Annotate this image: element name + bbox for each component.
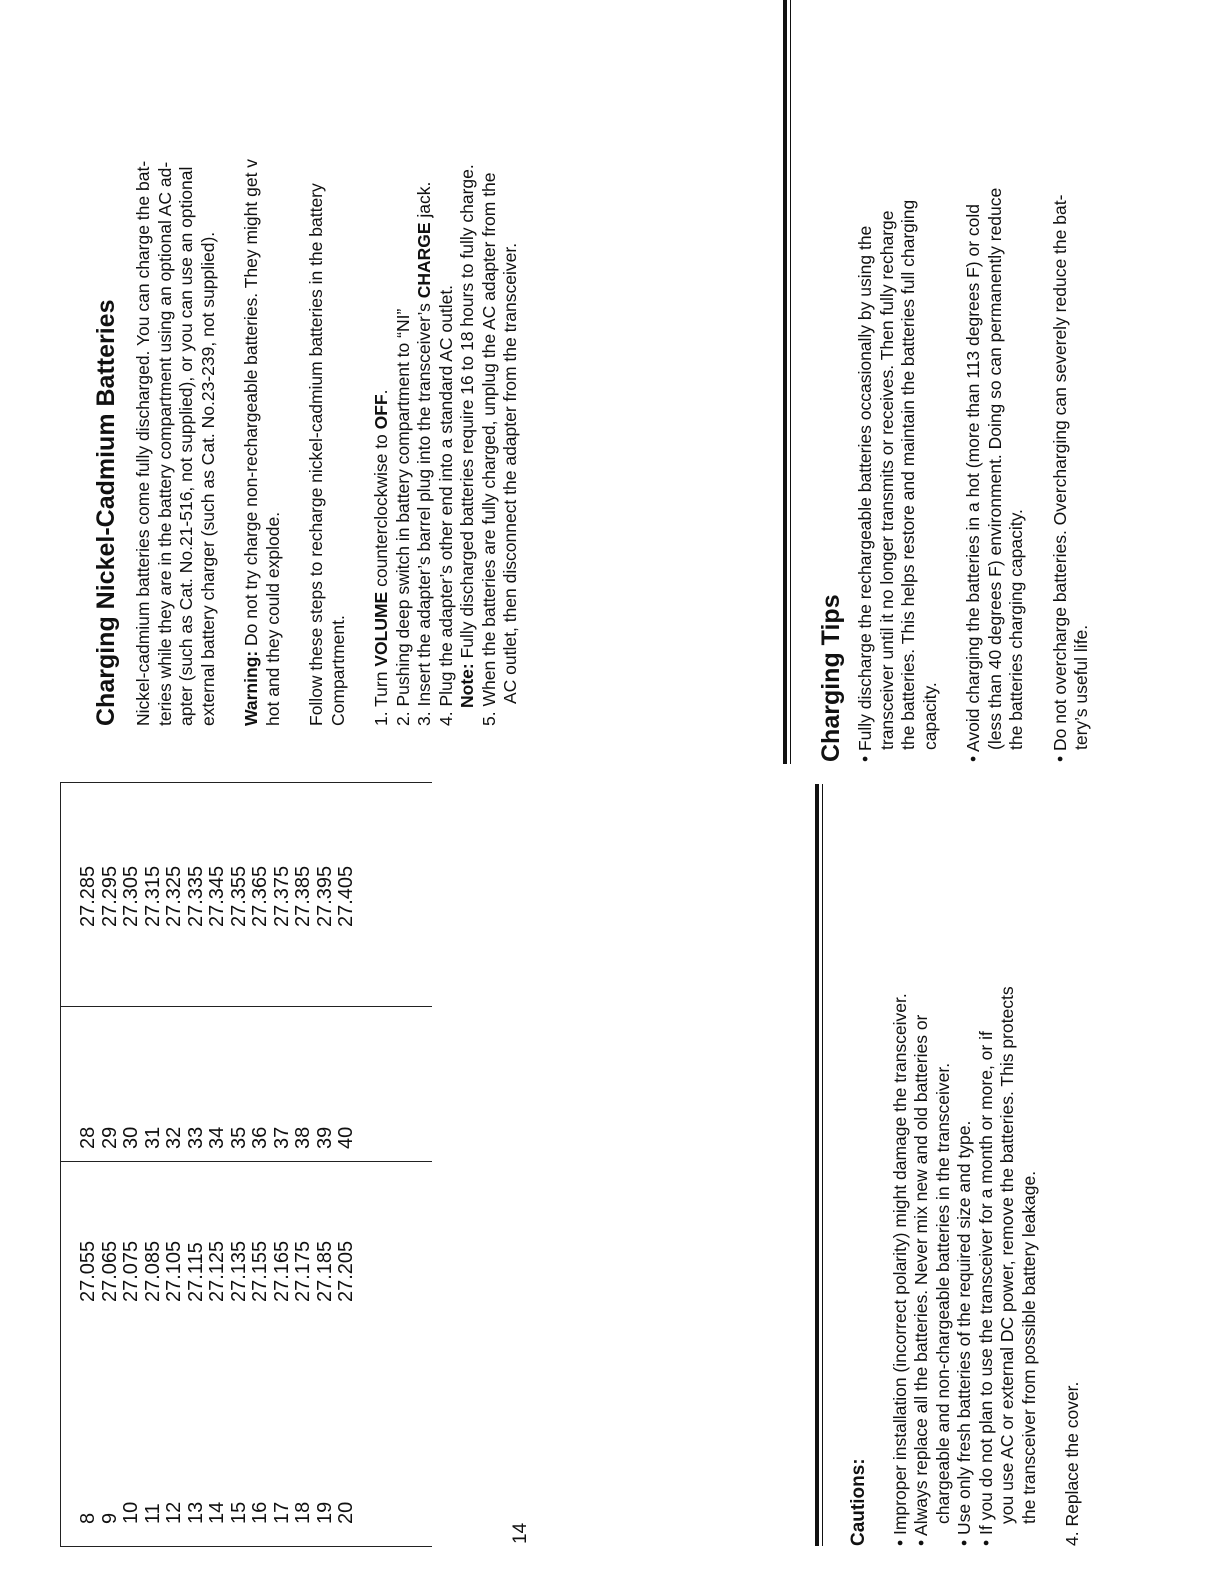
warning-line: hot and they could explode. [262,511,283,726]
frequency-cell: 27.365 [249,865,271,927]
channel-cell: 16 [249,1501,271,1524]
warning-label: Warning: [241,650,261,726]
channel-cell: 34 [206,1126,228,1149]
frequency-cell: 27.065 [98,1240,121,1302]
caution-item: • Use only fresh batteries of the required size and type. [954,1120,974,1546]
note-line [457,0,479,726]
step-text: 3. Insert the adapter’s barrel plug into the transceiver’s [414,298,434,726]
channel-cell: 9 [98,1512,121,1524]
frequency-cell: 27.185 [313,1240,336,1302]
tips-rule-top [783,0,787,764]
note-label: Note: [457,663,477,708]
tip-line-cont: transceiver until it no longer transmits or receives. Then fully recharge [876,210,897,750]
tip-line: • Avoid charging the batteries in a hot (more than 113 degrees F) or cold [963,203,983,762]
step-four: 4. Replace the cover. [1062,1381,1082,1546]
tips-body [855,0,1093,762]
tip-line-cont: capacity. [919,682,940,750]
channel-cell: 28 [77,1126,99,1149]
channel-cell: 40 [335,1126,357,1149]
frequency-cell: 27.175 [292,1240,314,1302]
nicad-para-line: teries while they are in the battery compartment using an optional AC ad- [154,161,175,726]
note-text: Fully discharged batteries require 16 to 18 hours to fully charge. [457,164,477,664]
channel-cell: 19 [313,1501,336,1524]
step-text: counterclockwise to [371,429,391,592]
frequency-cell: 27.395 [313,865,336,927]
channel-cell: 15 [227,1501,250,1524]
channel-cell: 39 [313,1126,336,1149]
left-channel-column [78,1464,358,1524]
frequency-cell: 27.105 [163,1240,185,1302]
warning-line [241,0,263,726]
frequency-cell: 27.315 [141,865,164,927]
step-one [371,0,393,726]
frequency-table [60,783,432,1547]
tip-line: • Fully discharge the rechargeable batteries occasionally by using the [855,225,875,762]
tip-line-cont: (less than 40 degrees F) environment. Doing so can permanently reduce [984,187,1005,750]
channel-cell: 31 [141,1126,164,1149]
step-text: 1. Turn [371,666,391,726]
channel-cell: 11 [141,1503,164,1524]
channel-cell: 12 [163,1501,185,1524]
right-frequency-column [78,807,358,927]
frequency-cell: 27.085 [141,1240,164,1302]
step-five-cont: AC outlet, then disconnect the adapter from the transceiver. [500,242,520,704]
caution-item-cont: the transceiver from possible battery leakage. [1018,1170,1039,1524]
caution-item: • Always replace all the batteries. Never mix new and old batteries or [911,1014,931,1546]
channel-cell: 29 [98,1126,121,1149]
follow-line: Compartment. [327,615,348,726]
frequency-cell: 27.305 [120,865,142,927]
cautions-rule-top [815,784,819,1546]
channel-cell: 8 [77,1512,99,1524]
nicad-para-line: Nickel-cadmium batteries come fully discharged. You can charge the bat- [133,160,153,726]
frequency-cell: 27.335 [184,865,207,927]
step-text: . [371,389,391,395]
channel-cell: 13 [184,1501,207,1524]
frequency-cell: 27.325 [163,865,185,927]
frequency-cell: 27.155 [249,1240,271,1302]
caution-item-cont: you use AC or external DC power, remove the batteries. This protects [997,986,1017,1524]
off-label: OFF [371,394,391,430]
channel-cell: 20 [335,1501,357,1524]
nicad-body [133,0,522,726]
frequency-cell: 27.205 [335,1240,357,1302]
channel-cell: 18 [292,1501,314,1524]
step-three [414,0,436,726]
caution-item-cont: chargeable and non-chargeable batteries in the transceiver. [932,1062,953,1524]
frequency-cell: 27.385 [292,865,314,927]
tip-line-cont: the batteries charging capacity. [1006,509,1026,750]
frequency-cell: 27.345 [206,865,228,927]
step-four-plug: 4. Plug the adapter’s other end into a standard AC outlet. [435,284,456,726]
channel-cell: 32 [163,1126,185,1149]
channel-cell: 14 [206,1501,228,1524]
tip-line: • Do not overcharge batteries. Overcharging can severely reduce the bat- [1049,194,1070,762]
channel-cell: 17 [270,1501,293,1524]
frequency-cell: 27.125 [206,1240,228,1302]
cautions-block [848,746,1084,1546]
channel-cell: 38 [292,1126,314,1149]
tip-line-cont: tery’s useful life. [1071,624,1091,750]
left-frequency-column [78,1182,358,1302]
tips-rule-bottom [790,0,791,764]
channel-cell: 30 [120,1126,142,1149]
step-two: 2. Pushing deep switch in battery compartment to “NI” [392,308,413,726]
channel-cell: 10 [120,1501,142,1524]
cautions-rule-bottom [822,784,823,1546]
channel-cell: 37 [270,1126,293,1149]
caution-item: • Improper installation (incorrect polarity) might damage the transceiver. [889,993,910,1546]
channel-cell: 36 [249,1126,271,1149]
follow-line: Follow these steps to recharge nickel-cadmium batteries in the battery [306,183,326,726]
frequency-cell: 27.115 [184,1242,207,1302]
frequency-cell: 27.055 [77,1240,99,1302]
warning-text: Do not try charge non-rechargeable batteries. They might get v [241,158,261,651]
frequency-cell: 27.375 [270,865,293,927]
nicad-para-line: external battery charger (such as Cat. No.23-239, not supplied). [197,231,218,726]
nicad-para-line: apter (such as Cat. No.21-516, not supplied), or you can use an optional [176,166,196,726]
nicad-title: Charging Nickel-Cadmium Batteries [92,299,120,726]
step-text: jack. [414,181,434,223]
frequency-cell: 27.295 [98,865,121,927]
volume-label: VOLUME [371,591,391,667]
charge-label: CHARGE [414,222,434,299]
tip-line-cont: the batteries. This helps restore and maintain the batteries full charging [898,199,918,750]
frequency-cell: 27.165 [270,1240,293,1302]
cautions-heading: Cautions: [848,1458,869,1546]
frequency-cell: 27.075 [120,1240,142,1302]
frequency-cell: 27.355 [227,865,250,927]
right-channel-column [78,1089,358,1149]
frequency-cell: 27.285 [77,865,99,927]
caution-item: • If you do not plan to use the transceiver for a month or more, or if [975,1031,996,1546]
page-number: 14 [510,1522,531,1544]
frequency-cell: 27.135 [227,1240,250,1302]
step-five: 5. When the batteries are fully charged, unplug the AC adapter from the [478,172,499,726]
frequency-cell: 27.405 [335,865,357,927]
tips-title: Charging Tips [817,594,845,762]
channel-cell: 35 [227,1126,250,1149]
channel-cell: 33 [184,1126,207,1149]
